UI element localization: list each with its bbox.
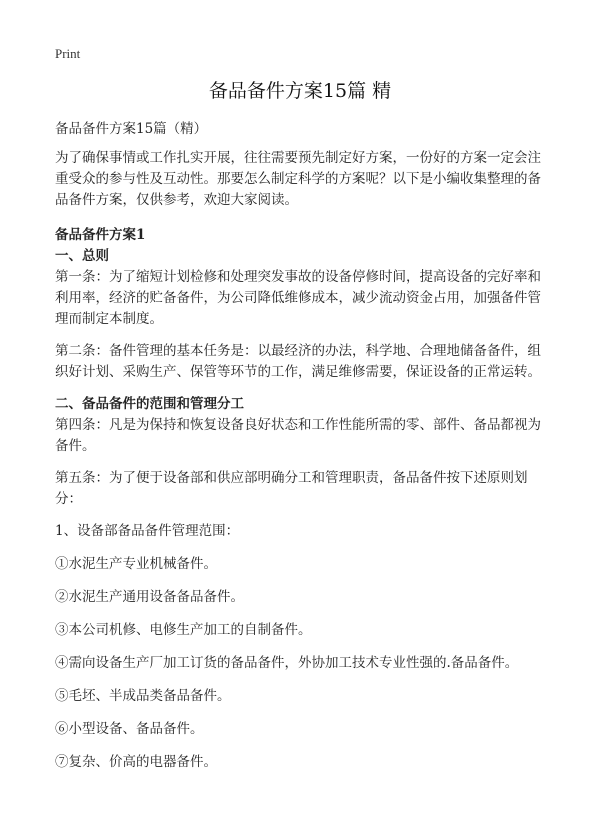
print-link[interactable]: Print	[55, 46, 81, 61]
list-item: ⑥小型设备、备品备件。	[55, 721, 204, 737]
list-item: ⑦复杂、价高的电器备件。	[55, 754, 217, 770]
page-title: 备品备件方案15篇 精	[208, 80, 392, 102]
list-item: ⑤毛坯、半成品类备品备件。	[55, 688, 231, 704]
article-1: 第一条：为了缩短计划检修和处理突发事故的设备停修时间，提高设备的完好率和利用率，经济的贮备备件，为公司降低维修成本，减少流动资金占用，加强备件管理而制定本制度。	[55, 269, 541, 327]
document-body	[55, 119, 548, 785]
list-item: ④需向设备生产厂加工订货的备品备件，外协加工技术专业性强的.备品备件。	[55, 655, 519, 671]
list-item: ②水泥生产通用设备备品备件。	[55, 589, 244, 605]
article-5: 第五条：为了便于设备部和供应部明确分工和管理职责，备品备件按下述原则划分：	[55, 470, 528, 507]
section-heading-plan-1: 备品备件方案1	[55, 227, 146, 243]
chapter-heading-general: 一、总则	[55, 248, 109, 264]
article-2: 第二条：备件管理的基本任务是：以最经济的办法，科学地、合理地储备备件，组织好计划、采购生产、保管等环节的工作，满足维修需要，保证设备的正常运转。	[55, 343, 541, 380]
article-4: 第四条：凡是为保持和恢复设备良好状态和工作性能所需的零、部件、备品都视为备件。	[55, 417, 541, 454]
scope-heading: 1、设备部备品备件管理范围：	[55, 523, 240, 539]
list-item: ③本公司机修、电修生产加工的自制备件。	[55, 622, 312, 638]
intro-paragraph: 为了确保事情或工作扎实开展，往往需要预先制定好方案，一份好的方案一定会注重受众的参与性及互动性。那要怎么制定科学的方案呢？以下是小编收集整理的备品备件方案，仅供参考，欢迎大家阅读。	[55, 150, 541, 208]
document-subtitle: 备品备件方案15篇（精）	[55, 121, 208, 137]
list-item: ①水泥生产专业机械备件。	[55, 556, 217, 572]
chapter-heading-scope: 二、备品备件的范围和管理分工	[55, 396, 244, 412]
